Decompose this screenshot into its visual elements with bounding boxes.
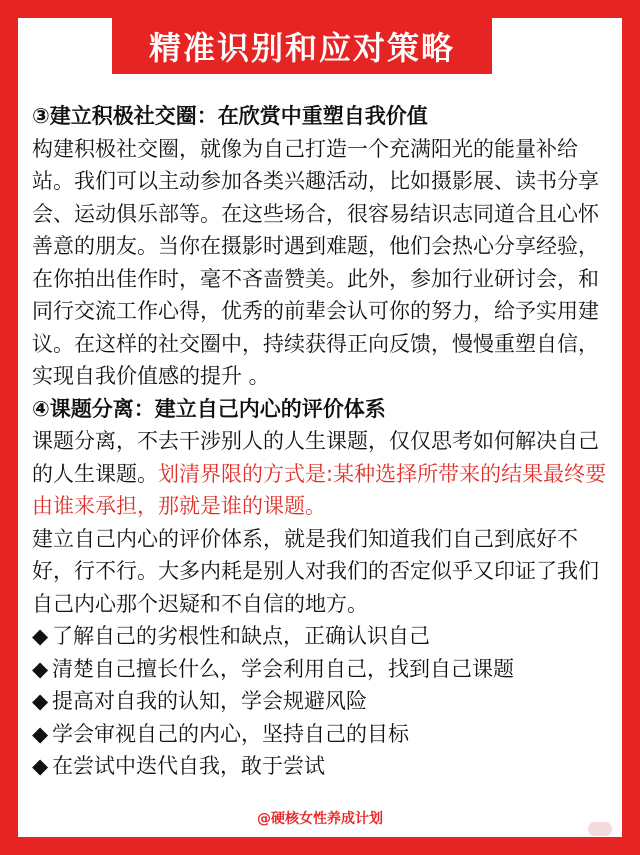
diamond-bullet-icon: ◆ [32,721,49,746]
bullet-text: 提高对自我的认知，学会规避风险 [52,689,367,713]
section4-heading: ④课题分离：建立自己内心的评价体系 [32,396,386,421]
section3-body: 构建积极社交圈，就像为自己打造一个充满阳光的能量补给站。我们可以主动参加各类兴趣活动，比如摄影展、读书分享会、运动俱乐部等。在这些场合，很容易结识志同道合且心怀善意的朋友。当你在摄影时遇到难题，他们会热心分享经验，在你拍出佳作时，毫不吝啬赞美。此外，参加行业研讨会，和同行交流工作心得，优秀的前辈会认可你的努力，给予实用建议。在这样的社交圈中，持续获得正向反馈，慢慢重塑自信，实现自我价值感的提升 。 [32,136,599,388]
bullet-text: 清楚自己擅长什么，学会利用自己，找到自己课题 [52,656,514,681]
bullet-text: 在尝试中迭代自我，敢于尝试 [52,754,325,778]
diamond-bullet-icon: ◆ [32,624,49,648]
author-credit: @硬核女性养成计划 [257,811,383,827]
section4-body-highlight: 划清界限的方式是:某种选择所带来的结果最终要由谁来承担，那就是谁的课题。 [32,461,607,518]
diamond-bullet-icon: ◆ [32,754,49,778]
section3-heading: ③建立积极社交圈：在欣赏中重塑自我价值 [32,104,428,128]
diamond-bullet-icon: ◆ [32,689,49,713]
bullet-text: 学会审视自己的内心，坚持自己的目标 [52,721,409,746]
bullet-item [32,685,616,718]
section4-body-plain: 课题分离，不去干涉别人的人生课题，仅仅思考如何解决自己的人生课题。 [32,429,599,486]
section4-body [32,425,616,523]
bullet-item [32,653,616,686]
article-body [32,100,616,783]
title-banner [112,18,492,74]
bullet-item [32,620,616,653]
page-title: 精准识别和应对策略 [148,29,455,67]
bullet-item [32,718,616,751]
section4-body2: 建立自己内心的评价体系，就是我们知道我们自己到底好不好，行不行。大多内耗是别人对我们的否定似乎又印证了我们自己内心那个迟疑和不自信的地方。 [32,526,599,616]
diamond-bullet-icon: ◆ [32,656,49,681]
watermark-icon [588,822,612,836]
bullet-item [32,750,616,783]
bullet-text: 了解自己的劣根性和缺点，正确认识自己 [52,624,430,648]
